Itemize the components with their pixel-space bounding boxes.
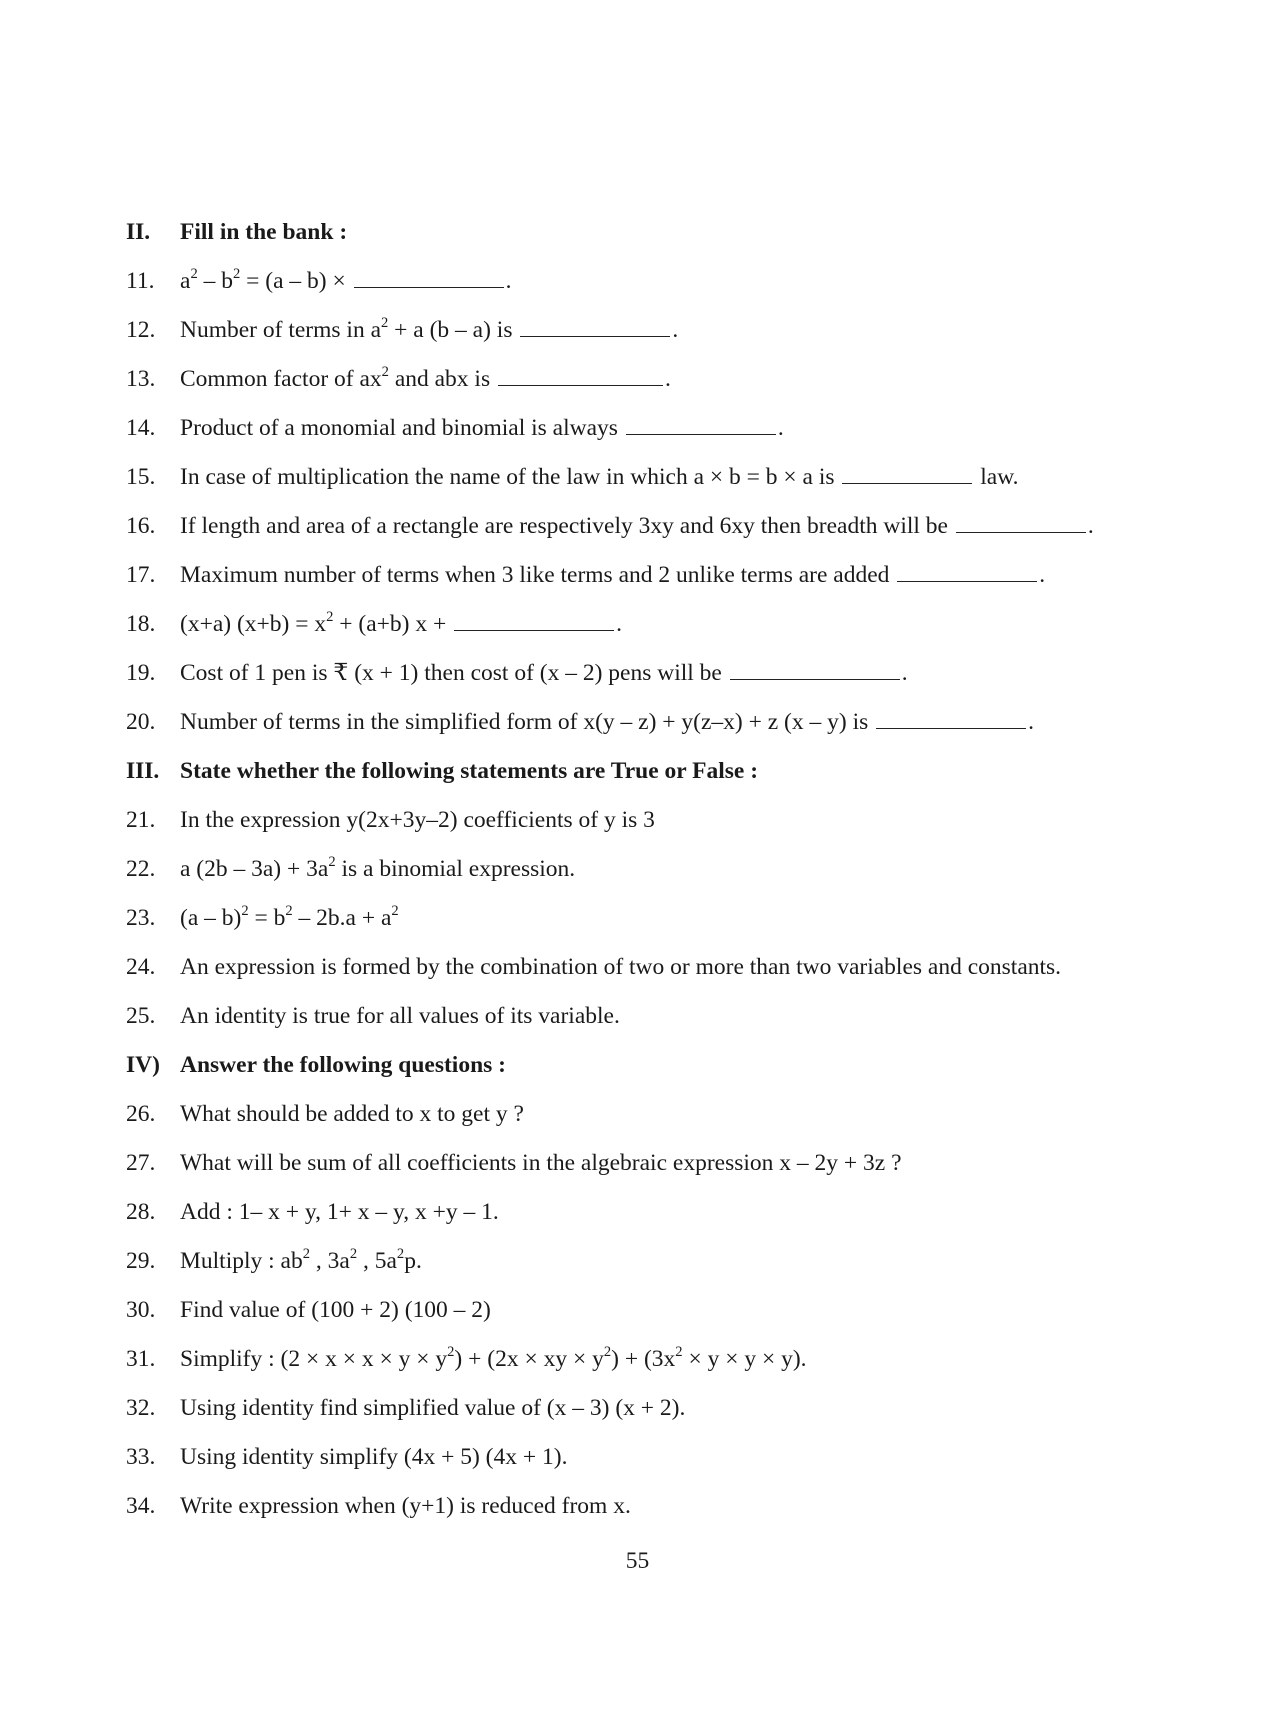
- superscript-exponent: 2: [603, 1343, 612, 1360]
- question-22: [126, 849, 575, 889]
- question-18: [126, 604, 622, 644]
- question-12: [126, 310, 678, 350]
- question-number: 28.: [126, 1199, 156, 1225]
- question-20: [126, 702, 1034, 742]
- question-number: 34.: [126, 1493, 156, 1519]
- question-text: Answer the following questions :: [180, 1052, 506, 1078]
- question-number: IV): [126, 1052, 160, 1078]
- question-text: .: [901, 660, 908, 686]
- page-number: 55: [625, 1548, 650, 1574]
- question-text: ) + (3x: [611, 1346, 676, 1372]
- question-17: [126, 555, 1045, 595]
- superscript-exponent: 2: [328, 853, 336, 870]
- question-text: Multiply : ab: [180, 1248, 303, 1274]
- question-number: 32.: [126, 1395, 156, 1421]
- question-11: [126, 261, 511, 301]
- question-number: 14.: [126, 415, 156, 441]
- question-text: Maximum number of terms when 3 like terms and 2 unlike terms are added: [180, 562, 896, 588]
- question-text: law.: [974, 464, 1019, 490]
- question-text: .: [777, 415, 784, 441]
- question-text: – 2b.a + a: [292, 905, 392, 931]
- question-text: a (2b – 3a) + 3a: [180, 856, 329, 882]
- answer-blank: [520, 314, 670, 337]
- superscript-exponent: 2: [391, 902, 399, 919]
- question-number: 30.: [126, 1297, 156, 1323]
- question-26: [126, 1094, 524, 1134]
- question-text: , 3a: [310, 1248, 350, 1274]
- question-15: [126, 457, 1019, 497]
- question-number: 12.: [126, 317, 156, 343]
- answer-blank: [842, 461, 972, 484]
- question-number: 27.: [126, 1150, 156, 1176]
- superscript-exponent: 2: [381, 363, 389, 380]
- section-heading-true-false: [126, 751, 758, 791]
- question-number: 23.: [126, 905, 156, 931]
- question-text: .: [505, 268, 512, 294]
- question-text: Product of a monomial and binomial is always: [180, 415, 624, 441]
- question-text: = b: [248, 905, 286, 931]
- question-text: (a – b): [180, 905, 242, 931]
- question-number: 20.: [126, 709, 156, 735]
- question-text: = (a – b) ×: [240, 268, 352, 294]
- question-text: Write expression when (y+1) is reduced from x.: [180, 1493, 631, 1519]
- question-13: [126, 359, 671, 399]
- superscript-exponent: 2: [447, 1343, 455, 1360]
- question-number: 33.: [126, 1444, 156, 1470]
- question-text: Using identity simplify (4x + 5) (4x + 1).: [180, 1444, 568, 1470]
- section-heading-fill-in: [126, 212, 347, 252]
- question-19: [126, 653, 908, 693]
- superscript-exponent: 2: [326, 608, 334, 625]
- answer-blank: [876, 706, 1026, 729]
- question-text: and abx is: [388, 366, 496, 392]
- question-text: An expression is formed by the combination of two or more than two variables and constants.: [180, 954, 1062, 980]
- question-text: What should be added to x to get y ?: [180, 1101, 524, 1127]
- question-text: Number of terms in a: [180, 317, 382, 343]
- question-27: [126, 1143, 902, 1183]
- question-28: [126, 1192, 499, 1232]
- question-number: 18.: [126, 611, 156, 637]
- question-number: 17.: [126, 562, 156, 588]
- question-text: Add : 1– x + y, 1+ x – y, x +y – 1.: [180, 1199, 499, 1225]
- question-32: [126, 1388, 685, 1428]
- question-31: [126, 1339, 807, 1379]
- question-number: 21.: [126, 807, 156, 833]
- question-16: [126, 506, 1094, 546]
- question-25: [126, 996, 620, 1036]
- question-text: .: [1028, 709, 1035, 735]
- question-text: Common factor of ax: [180, 366, 382, 392]
- question-text: Simplify : (2 × x × x × y × y: [180, 1346, 448, 1372]
- answer-blank: [498, 363, 663, 386]
- superscript-exponent: 2: [396, 1245, 405, 1262]
- question-number: 26.: [126, 1101, 156, 1127]
- question-text: is a binomial expression.: [335, 856, 576, 882]
- question-number: II.: [126, 219, 151, 245]
- superscript-exponent: 2: [349, 1245, 358, 1262]
- question-text: .: [672, 317, 679, 343]
- question-text: a: [180, 268, 191, 294]
- question-text: p.: [404, 1248, 422, 1274]
- question-30: [126, 1290, 491, 1330]
- question-text: What will be sum of all coefficients in the algebraic expression x – 2y + 3z ?: [180, 1150, 902, 1176]
- question-text: – b: [197, 268, 233, 294]
- question-text: .: [1039, 562, 1046, 588]
- question-number: 29.: [126, 1248, 156, 1274]
- question-text: , 5a: [357, 1248, 397, 1274]
- question-number: 24.: [126, 954, 156, 980]
- question-text: + a (b – a) is: [388, 317, 519, 343]
- question-text: Fill in the bank :: [180, 219, 348, 245]
- answer-blank: [626, 412, 776, 435]
- question-text: If length and area of a rectangle are respectively 3xy and 6xy then breadth will be: [180, 513, 954, 539]
- question-number: 25.: [126, 1003, 156, 1029]
- superscript-exponent: 2: [241, 902, 249, 919]
- question-text: .: [664, 366, 671, 392]
- question-text: Find value of (100 + 2) (100 – 2): [180, 1297, 491, 1323]
- question-29: [126, 1241, 422, 1281]
- question-text: .: [616, 611, 622, 637]
- superscript-exponent: 2: [675, 1343, 683, 1360]
- question-text: (x+a) (x+b) = x: [180, 611, 327, 637]
- answer-blank: [956, 510, 1086, 533]
- answer-blank: [354, 265, 504, 288]
- question-number: 22.: [126, 856, 156, 882]
- superscript-exponent: 2: [285, 902, 293, 919]
- question-text: + (a+b) x +: [333, 611, 453, 637]
- question-number: 16.: [126, 513, 156, 539]
- question-number: 31.: [126, 1346, 156, 1372]
- question-text: State whether the following statements are True or False :: [180, 758, 759, 784]
- question-number: 13.: [126, 366, 156, 392]
- answer-blank: [454, 608, 614, 631]
- question-text: × y × y × y).: [682, 1346, 807, 1372]
- question-14: [126, 408, 784, 448]
- superscript-exponent: 2: [381, 314, 389, 331]
- question-33: [126, 1437, 567, 1477]
- question-number: 19.: [126, 660, 156, 686]
- question-text: An identity is true for all values of its variable.: [180, 1003, 620, 1029]
- question-text: In the expression y(2x+3y–2) coefficients of y is 3: [180, 807, 655, 833]
- question-21: [126, 800, 655, 840]
- question-text: Number of terms in the simplified form of x(y – z) + y(z–x) + z (x – y) is: [180, 709, 875, 735]
- question-23: [126, 898, 399, 938]
- question-number: 15.: [126, 464, 156, 490]
- question-text: Using identity find simplified value of (x – 3) (x + 2).: [180, 1395, 686, 1421]
- question-text: ) + (2x × xy × y: [454, 1346, 604, 1372]
- question-text: In case of multiplication the name of the law in which a × b = b × a is: [180, 464, 841, 490]
- section-heading-answer: [126, 1045, 506, 1085]
- question-text: Cost of 1 pen is ₹ (x + 1) then cost of (x – 2) pens will be: [180, 660, 728, 686]
- superscript-exponent: 2: [190, 265, 198, 282]
- answer-blank: [730, 657, 900, 680]
- question-34: [126, 1486, 631, 1526]
- question-24: [126, 947, 1061, 987]
- question-number: 11.: [126, 268, 155, 294]
- superscript-exponent: 2: [302, 1245, 311, 1262]
- question-text: .: [1087, 513, 1094, 539]
- superscript-exponent: 2: [232, 265, 241, 282]
- answer-blank: [897, 559, 1037, 582]
- question-number: III.: [126, 758, 160, 784]
